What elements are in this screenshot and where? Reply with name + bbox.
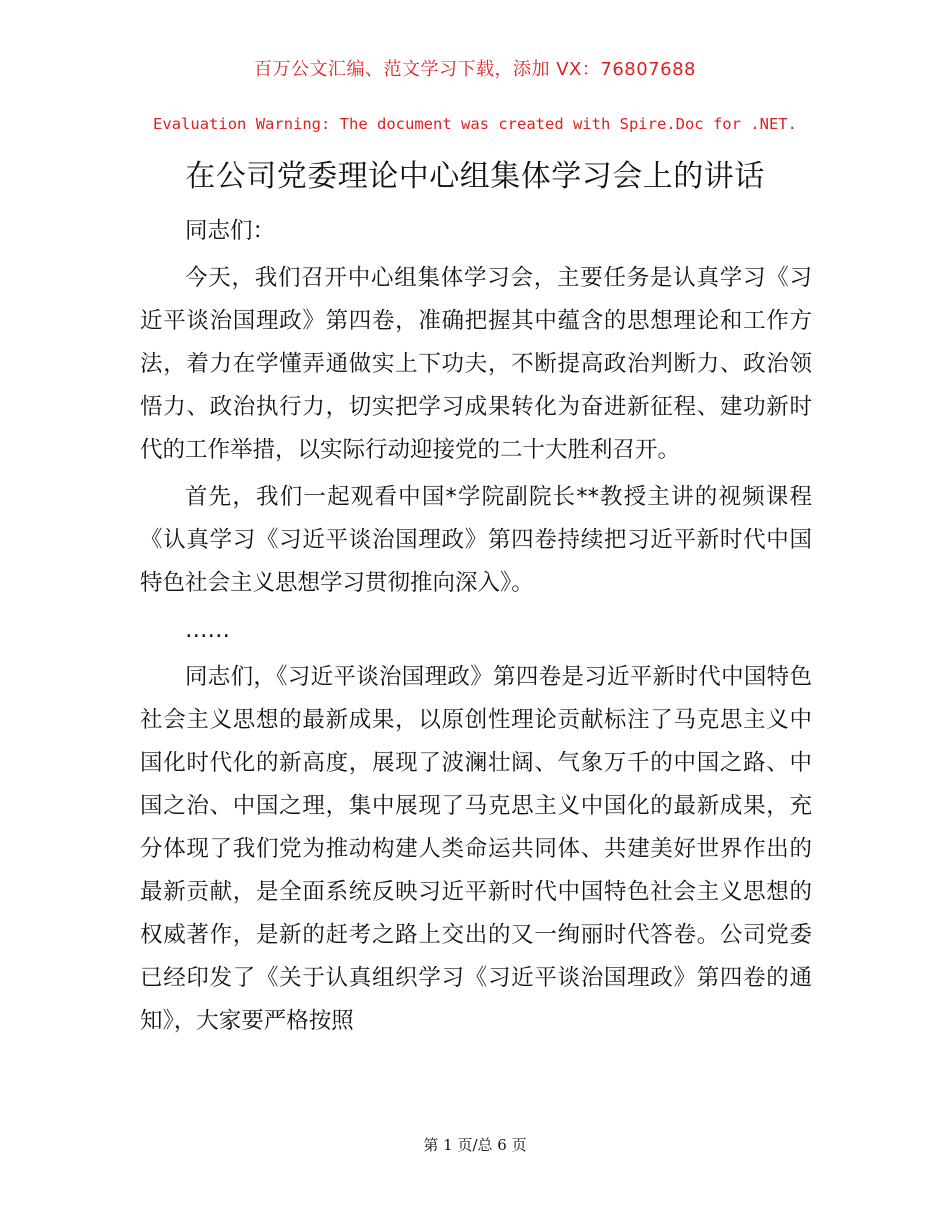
salutation-paragraph: 同志们： — [185, 218, 276, 244]
header-ad-text: 百万公文汇编、范文学习下载，添加 VX：76807688 — [254, 59, 696, 80]
document-body — [140, 210, 812, 1043]
body-paragraph: 同志们，《习近平谈治国理政》第四卷是习近平新时代中国特色社会主义思想的最新成果，以原创性理论贡献标注了马克思主义中国化时代化的新高度，展现了波澜壮阔、气象万千的中国之路、中国之治、中国之理，集中展现了马克思主义中国化的最新成果，充分体现了我们党为推动构建人类命运共同体、共建美好世界作出的最新贡献，是全面系统反映习近平新时代中国特色社会主义思想的权威著作，是新的赶考之路上交出的又一绚丽时代答卷。公司党委已经印发了《关于认真组织学习《习近平谈治国理政》第四卷的通知》，大家要严格按照 — [140, 664, 812, 1034]
body-paragraph: 今天，我们召开中心组集体学习会，主要任务是认真学习《习近平谈治国理政》第四卷，准确把握其中蕴含的思想理论和工作方法，着力在学懂弄通做实上下功夫，不断提高政治判断力、政治领悟力、政治执行力，切实把学习成果转化为奋进新征程、建功新时代的工作举措，以实际行动迎接党的二十大胜利召开。 — [140, 265, 812, 463]
page-number-footer: 第 1 页/总 6 页 — [423, 1136, 527, 1154]
document-title: 在公司党委理论中心组集体学习会上的讲话 — [185, 159, 765, 194]
body-paragraph: 首先，我们一起观看中国*学院副院长**教授主讲的视频课程《认真学习《习近平谈治国理政》第四卷持续把习近平新时代中国特色社会主义思想学习贯彻推向深入》。 — [140, 484, 812, 596]
evaluation-warning: Evaluation Warning: The document was created with Spire.Doc for .NET. — [153, 115, 797, 133]
ellipsis-paragraph: …… — [185, 617, 230, 643]
